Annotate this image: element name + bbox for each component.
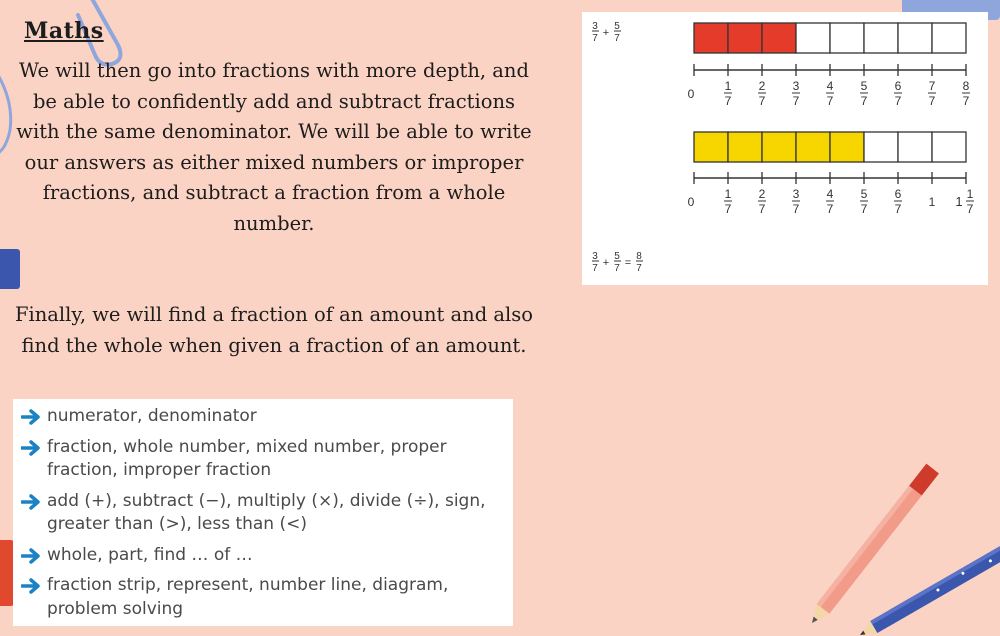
vocabulary-box — [13, 399, 513, 626]
expression-label: 7 — [592, 263, 598, 274]
tick-label: 5 — [860, 187, 868, 201]
vocab-item — [21, 436, 507, 483]
expression-label: + — [602, 27, 610, 39]
fraction-strip-cell — [762, 132, 796, 162]
vocab-item — [21, 405, 507, 429]
fraction-strip-cell — [864, 132, 898, 162]
expression-label: = — [624, 257, 632, 269]
tick-label: 1 — [724, 187, 732, 201]
tick-label: 8 — [962, 79, 970, 93]
expression-label: 5 — [614, 251, 620, 262]
expression-label: 3 — [592, 251, 598, 262]
vocab-item — [21, 574, 507, 621]
fraction-strip-cell — [898, 23, 932, 53]
fraction-strip-cell — [728, 23, 762, 53]
tick-label: 3 — [792, 187, 800, 201]
fraction-strip-cell — [864, 23, 898, 53]
page-title: Maths — [24, 18, 104, 44]
arrow-icon — [21, 578, 41, 594]
expression-label: 8 — [636, 251, 642, 262]
tick-label: 7 — [928, 94, 936, 108]
fraction-strip-cell — [796, 23, 830, 53]
fraction-strip-cell — [932, 23, 966, 53]
fraction-strip-cell — [898, 132, 932, 162]
tick-label: 7 — [758, 202, 766, 216]
fraction-strip-cell — [796, 132, 830, 162]
expression-label: 5 — [614, 21, 620, 32]
pencil-icon — [800, 455, 1000, 636]
vocab-text: add (+), subtract (−), multiply (×), divide (÷), sign, greater than (>), less than (<) — [47, 490, 486, 534]
fraction-strip-cell — [762, 23, 796, 53]
tick-label: 7 — [962, 94, 970, 108]
tick-label: 6 — [894, 79, 902, 93]
fraction-strip-cell — [830, 23, 864, 53]
tick-label: 1 — [928, 195, 936, 209]
expression-label: 7 — [636, 263, 642, 274]
vocab-item — [21, 544, 507, 568]
tick-label: 7 — [792, 202, 800, 216]
tick-label: 7 — [894, 94, 902, 108]
fraction-diagram — [582, 12, 988, 285]
tick-label: 7 — [928, 79, 936, 93]
eraser-icon — [0, 245, 24, 293]
tick-label: 7 — [860, 94, 868, 108]
expression-label: 7 — [592, 33, 598, 44]
tick-label: 7 — [724, 94, 732, 108]
tick-label: 7 — [966, 202, 974, 216]
tick-label: 4 — [826, 187, 834, 201]
tick-label: 1 — [966, 187, 974, 201]
expression-label: 7 — [614, 33, 620, 44]
arrow-icon — [21, 440, 41, 456]
expression-label: + — [602, 257, 610, 269]
fraction-strip-cell — [694, 23, 728, 53]
tick-label: 0 — [687, 87, 695, 101]
tick-label: 7 — [826, 94, 834, 108]
vocab-text: whole, part, find … of … — [47, 544, 253, 565]
tick-label: 7 — [792, 94, 800, 108]
tick-label: 1 — [955, 194, 963, 209]
fraction-strip-cell — [932, 132, 966, 162]
tick-label: 7 — [758, 94, 766, 108]
expression-label: 3 — [592, 21, 598, 32]
arrow-icon — [21, 409, 41, 425]
fraction-diagram-svg — [582, 12, 988, 285]
vocab-text: fraction, whole number, mixed number, proper fraction, improper fraction — [47, 436, 447, 480]
vocab-text: numerator, denominator — [47, 406, 257, 426]
vocab-item — [21, 490, 507, 537]
fraction-strip-cell — [830, 132, 864, 162]
tick-label: 4 — [826, 79, 834, 93]
tick-label: 1 — [724, 79, 732, 93]
tick-label: 7 — [826, 202, 834, 216]
intro-paragraph: We will then go into fractions with more depth, and be able to confidently add and subtract fractions with the same denominator. We will be able to write our answers as either mixed numbers or improper fractions, and subtract a fraction from a whole number. — [16, 59, 532, 235]
expression-label: 7 — [614, 263, 620, 274]
vocab-text: fraction strip, represent, number line, diagram, problem solving — [47, 575, 449, 619]
fraction-strip-cell — [694, 132, 728, 162]
tick-label: 7 — [724, 202, 732, 216]
tick-label: 7 — [894, 202, 902, 216]
fraction-strip-cell — [728, 132, 762, 162]
tick-label: 7 — [860, 202, 868, 216]
finally-paragraph: Finally, we will find a fraction of an amount and also find the whole when given a fraction of an amount. — [14, 303, 534, 357]
arrow-icon — [21, 548, 41, 564]
tick-label: 6 — [894, 187, 902, 201]
tick-label: 5 — [860, 79, 868, 93]
tick-label: 2 — [758, 187, 766, 201]
tick-label: 2 — [758, 79, 766, 93]
arrow-icon — [21, 494, 41, 510]
tick-label: 3 — [792, 79, 800, 93]
tick-label: 0 — [687, 195, 695, 209]
